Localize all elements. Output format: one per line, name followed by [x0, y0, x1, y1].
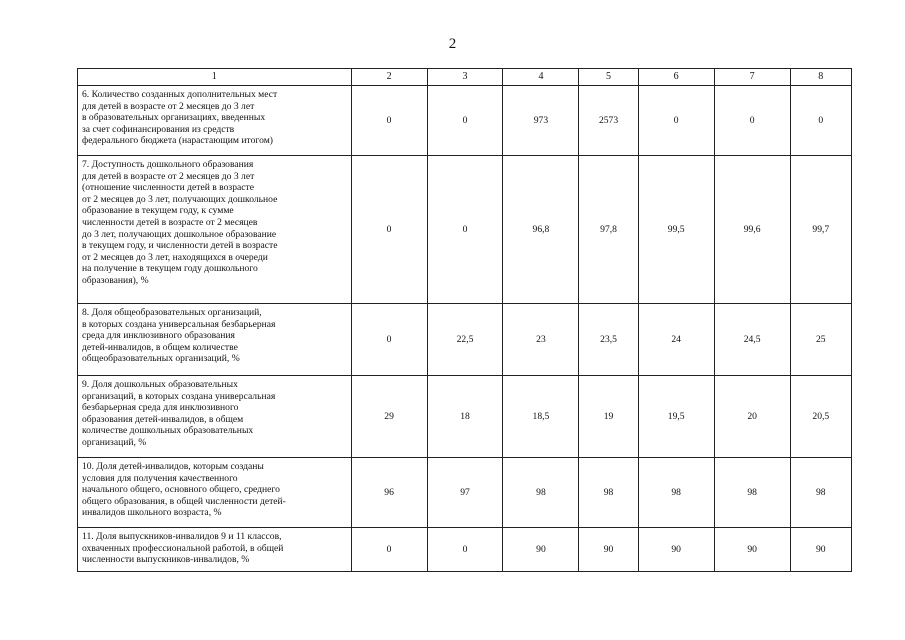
value-cell: 90 — [638, 528, 714, 572]
value-cell: 0 — [351, 86, 427, 156]
indicator-description: 10. Доля детей-инвалидов, которым созданы условия для получения качественного начального общего, основного общего, среднего общего образования, в общей численности детей- инвалидов школьного возраста, % — [78, 458, 352, 528]
header-cell: 6 — [638, 69, 714, 86]
value-cell: 19 — [579, 376, 638, 458]
header-cell: 7 — [714, 69, 790, 86]
value-cell: 97 — [427, 458, 503, 528]
header-cell: 8 — [790, 69, 851, 86]
table-row — [78, 376, 852, 458]
indicators-table — [77, 68, 852, 572]
value-cell: 24,5 — [714, 304, 790, 376]
value-cell: 23,5 — [579, 304, 638, 376]
table-row — [78, 528, 852, 572]
value-cell: 0 — [351, 304, 427, 376]
page-number: 2 — [448, 36, 457, 52]
table-row — [78, 304, 852, 376]
value-cell: 0 — [714, 86, 790, 156]
value-cell: 96 — [351, 458, 427, 528]
value-cell: 90 — [503, 528, 579, 572]
value-cell: 23 — [503, 304, 579, 376]
value-cell: 98 — [638, 458, 714, 528]
value-cell: 0 — [427, 86, 503, 156]
value-cell: 25 — [790, 304, 851, 376]
value-cell: 20 — [714, 376, 790, 458]
value-cell: 97,8 — [579, 156, 638, 304]
indicator-description: 8. Доля общеобразовательных организаций, в которых создана универсальная безбарьерная среда для инклюзивного образования детей-инвалидов, в общем количестве общеобразовательных организаций, % — [78, 304, 352, 376]
table-row — [78, 156, 852, 304]
value-cell: 24 — [638, 304, 714, 376]
indicator-description: 6. Количество созданных дополнительных мест для детей в возрасте от 2 месяцев до 3 лет в образовательных организациях, введенных за счет софинансирования из средств федерального бюджета (нарастающим итогом) — [78, 86, 352, 156]
value-cell: 96,8 — [503, 156, 579, 304]
value-cell: 0 — [790, 86, 851, 156]
value-cell: 973 — [503, 86, 579, 156]
header-cell: 5 — [579, 69, 638, 86]
value-cell: 29 — [351, 376, 427, 458]
value-cell: 90 — [714, 528, 790, 572]
value-cell: 18 — [427, 376, 503, 458]
header-cell: 2 — [351, 69, 427, 86]
indicator-description: 7. Доступность дошкольного образования для детей в возрасте от 2 месяцев до 3 лет (отношение численности детей в возрасте от 2 месяцев до 3 лет, получающих дошкольное образование в текущем году, к сумме численности детей в возрасте от 2 месяцев до 3 лет, получающих дошкольное образование в текущем году, и численности детей в возрасте от 2 месяцев до 3 лет, находящихся в очереди на получение в текущем году дошкольного образования), % — [78, 156, 352, 304]
table-row — [78, 458, 852, 528]
value-cell: 90 — [579, 528, 638, 572]
header-cell: 3 — [427, 69, 503, 86]
value-cell: 98 — [790, 458, 851, 528]
value-cell: 2573 — [579, 86, 638, 156]
value-cell: 18,5 — [503, 376, 579, 458]
value-cell: 0 — [638, 86, 714, 156]
indicator-description: 9. Доля дошкольных образовательных организаций, в которых создана универсальная безбарьерная среда для инклюзивного образования детей-инвалидов, в общем количестве дошкольных образовательных организаций, % — [78, 376, 352, 458]
value-cell: 98 — [503, 458, 579, 528]
value-cell: 98 — [579, 458, 638, 528]
table-row — [78, 86, 852, 156]
header-row — [78, 69, 852, 86]
value-cell: 0 — [427, 156, 503, 304]
value-cell: 99,7 — [790, 156, 851, 304]
value-cell: 20,5 — [790, 376, 851, 458]
value-cell: 19,5 — [638, 376, 714, 458]
indicator-description: 11. Доля выпускников-инвалидов 9 и 11 классов, охваченных профессиональной работой, в общей численности выпускников-инвалидов, % — [78, 528, 352, 572]
value-cell: 98 — [714, 458, 790, 528]
value-cell: 99,6 — [714, 156, 790, 304]
value-cell: 0 — [351, 528, 427, 572]
value-cell: 0 — [351, 156, 427, 304]
value-cell: 90 — [790, 528, 851, 572]
value-cell: 22,5 — [427, 304, 503, 376]
header-cell: 4 — [503, 69, 579, 86]
value-cell: 0 — [427, 528, 503, 572]
value-cell: 99,5 — [638, 156, 714, 304]
header-cell: 1 — [78, 69, 352, 86]
